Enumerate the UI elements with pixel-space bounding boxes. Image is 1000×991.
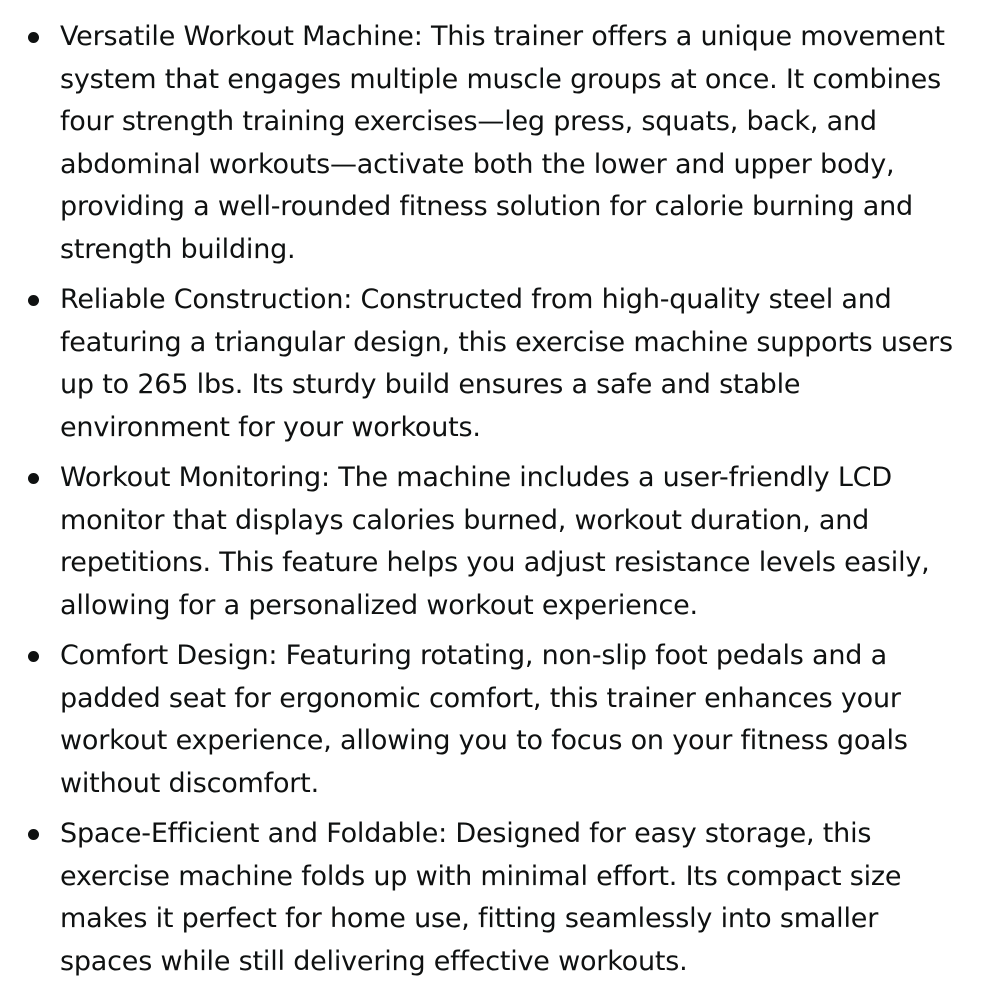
bullet-icon xyxy=(28,32,39,43)
bullet-icon xyxy=(28,829,39,840)
feature-text: Reliable Construction: Constructed from high-quality steel and featuring a triangular design, this exercise machine supports users up to 265 lbs. Its sturdy build ensures a safe and stable environment for your workouts. xyxy=(60,284,953,443)
list-item xyxy=(0,813,1000,983)
bullet-icon xyxy=(28,651,39,662)
feature-text: Workout Monitoring: The machine includes a user-friendly LCD monitor that displays calories burned, workout duration, and repetitions. This feature helps you adjust resistance levels easily, allowing for a personalized workout experience. xyxy=(60,462,930,621)
list-item xyxy=(0,457,1000,627)
bullet-icon xyxy=(28,473,39,484)
feature-text: Versatile Workout Machine: This trainer offers a unique movement system that engages multiple muscle groups at once. It combines four strength training exercises—leg press, squats, back, and abdominal workouts—activate both the lower and upper body, providing a well-rounded fitness solution for calorie burning and strength building. xyxy=(60,21,945,265)
feature-text: Comfort Design: Featuring rotating, non-slip foot pedals and a padded seat for ergonomic comfort, this trainer enhances your workout experience, allowing you to focus on your fitness goals without discomfort. xyxy=(60,640,908,799)
feature-bullet-list xyxy=(0,16,1000,991)
feature-text: Space-Efficient and Foldable: Designed for easy storage, this exercise machine folds up with minimal effort. Its compact size makes it perfect for home use, fitting seamlessly into smaller spaces while still delivering effective workouts. xyxy=(60,818,902,977)
list-item xyxy=(0,16,1000,271)
list-item xyxy=(0,279,1000,449)
list-item xyxy=(0,635,1000,805)
bullet-icon xyxy=(28,295,39,306)
